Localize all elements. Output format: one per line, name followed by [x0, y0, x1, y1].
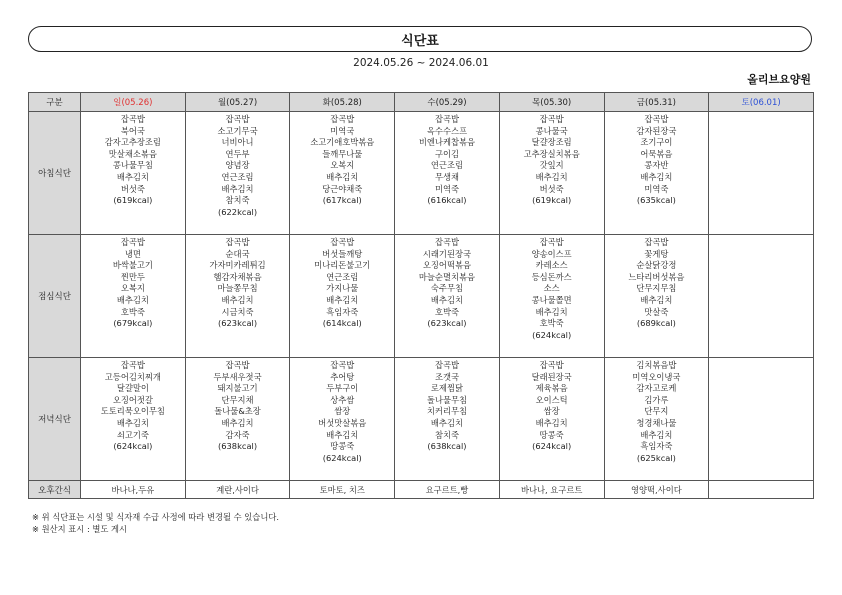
snack-cell: 계란,사이다 — [185, 481, 290, 499]
menu-item: 배추김치 — [116, 417, 149, 428]
menu-item: 바싹불고기 — [112, 260, 153, 271]
menu-item: 잡곡밥 — [434, 237, 459, 247]
meal-cell — [395, 235, 500, 358]
menu-item: 달걀장조림 — [531, 137, 572, 148]
menu-item: 김가루 — [644, 394, 669, 405]
menu-item: 카레소스 — [535, 260, 568, 271]
menu-item: 상추쌈 — [330, 394, 355, 405]
menu-item: 로제찜닭 — [430, 383, 463, 394]
menu-item: 옥수수스프 — [426, 125, 467, 136]
meal-cell — [81, 235, 186, 358]
menu-item: 조기구이 — [640, 137, 673, 148]
menu-item: 소고기애호박볶음 — [310, 137, 375, 148]
menu-item: 어묵볶음 — [640, 148, 673, 159]
menu-item: (689kcal) — [636, 318, 676, 329]
menu-item: 두부구이 — [326, 383, 359, 394]
menu-item: 시래기된장국 — [422, 248, 471, 259]
menu-item: (624kcal) — [113, 441, 153, 452]
page-title: 식단표 — [401, 33, 439, 49]
row-label-lunch: 점심식단 — [29, 235, 81, 358]
menu-item: 순대국 — [225, 248, 250, 259]
menu-item: 배추김치 — [326, 294, 359, 305]
menu-item: 잡곡밥 — [434, 360, 459, 370]
title-banner — [28, 26, 812, 52]
menu-item: 연근조림 — [430, 160, 463, 171]
header-day-sat: 토(06.01) — [709, 93, 814, 112]
menu-item: 너비아니 — [221, 137, 254, 148]
menu-item: 고등어김치찌개 — [104, 371, 161, 382]
menu-item: 버섯맛살볶음 — [318, 417, 367, 428]
menu-item: 소고기무국 — [217, 125, 258, 136]
menu-item: 콩나물무침 — [112, 160, 153, 171]
row-label-dinner: 저녁식단 — [29, 358, 81, 481]
organization-name: 올리브요양원 — [747, 73, 811, 86]
menu-item: 잡곡밥 — [120, 237, 145, 247]
menu-item: (679kcal) — [113, 318, 153, 329]
menu-item: 배추김치 — [430, 294, 463, 305]
menu-item: (625kcal) — [636, 452, 676, 463]
menu-item: 감자고추장조림 — [104, 137, 161, 148]
meal-cell — [81, 112, 186, 235]
header-day-sun: 일(05.26) — [81, 93, 186, 112]
meal-cell — [395, 358, 500, 481]
menu-item: 배추김치 — [116, 294, 149, 305]
menu-item: (635kcal) — [636, 195, 676, 206]
meal-cell — [290, 112, 395, 235]
menu-item: (624kcal) — [532, 329, 572, 340]
menu-item: 땅콩죽 — [330, 441, 355, 452]
meal-cell — [604, 358, 709, 481]
menu-item: 잡곡밥 — [330, 114, 355, 124]
menu-item: 가자미카레튀김 — [209, 260, 266, 271]
menu-item: 돼지불고기 — [217, 383, 258, 394]
menu-item: 잡곡밥 — [644, 114, 669, 124]
menu-item: 배추김치 — [640, 294, 673, 305]
menu-item: 배추김치 — [221, 417, 254, 428]
menu-item: 배추김치 — [535, 171, 568, 182]
menu-item: (623kcal) — [218, 318, 258, 329]
meal-cell — [604, 235, 709, 358]
note-line: ※ 위 식단표는 시설 및 식자재 수급 사정에 따라 변경될 수 있습니다. — [32, 512, 279, 522]
menu-item: 돌나물&초장 — [214, 406, 261, 417]
snack-cell: 영양떡,사이다 — [604, 481, 709, 499]
menu-item: 미역국 — [330, 125, 355, 136]
menu-item: 감자고로케 — [636, 383, 677, 394]
snack-cell: 토마토, 치즈 — [290, 481, 395, 499]
notes — [32, 512, 279, 535]
menu-item: 맛살채소볶음 — [108, 148, 157, 159]
snack-cell: 바나나,두유 — [81, 481, 186, 499]
snack-cell — [709, 481, 814, 499]
menu-item: (616kcal) — [427, 195, 467, 206]
menu-item: 배추김치 — [640, 171, 673, 182]
menu-item: 두부새우젓국 — [213, 371, 262, 382]
menu-item: 오이스틱 — [535, 394, 568, 405]
menu-item: 미역죽 — [434, 183, 459, 194]
menu-item: 배추김치 — [116, 171, 149, 182]
menu-item: 잡곡밥 — [330, 237, 355, 247]
menu-item: 연근조림 — [221, 171, 254, 182]
menu-item: 미역오이냉국 — [632, 371, 681, 382]
menu-item: 느타리버섯볶음 — [628, 271, 685, 282]
menu-item: 콩자반 — [644, 160, 669, 171]
meal-cell — [499, 235, 604, 358]
menu-item: 쇠고기죽 — [116, 429, 149, 440]
meal-cell — [499, 358, 604, 481]
menu-item: 잡곡밥 — [539, 360, 564, 370]
menu-item: 구이김 — [434, 148, 459, 159]
menu-item: 등심돈까스 — [531, 271, 572, 282]
meal-cell — [395, 112, 500, 235]
menu-item: 잡곡밥 — [539, 114, 564, 124]
menu-item: 버섯죽 — [120, 183, 145, 194]
header-day-wed: 수(05.29) — [395, 93, 500, 112]
menu-item: 배추김치 — [326, 429, 359, 440]
menu-item: (619kcal) — [532, 195, 572, 206]
meal-cell — [185, 235, 290, 358]
menu-item: 햄감자채볶음 — [213, 271, 262, 282]
menu-item: (638kcal) — [427, 441, 467, 452]
menu-item: (623kcal) — [427, 318, 467, 329]
menu-item: 참치죽 — [225, 195, 250, 206]
menu-item: (624kcal) — [322, 452, 362, 463]
menu-item: (619kcal) — [113, 195, 153, 206]
menu-item: 오징어떡볶음 — [422, 260, 471, 271]
menu-item: 흑임자죽 — [640, 441, 673, 452]
menu-item: 콩나물쫄면 — [531, 294, 572, 305]
menu-item: 제육볶음 — [535, 383, 568, 394]
menu-item: (617kcal) — [322, 195, 362, 206]
menu-item: 흑임자죽 — [326, 306, 359, 317]
period-range: 2024.05.26 ~ 2024.06.01 — [353, 57, 489, 69]
menu-item: 가지나물 — [326, 283, 359, 294]
menu-item: 맛살죽 — [644, 306, 669, 317]
menu-item: 달래된장국 — [531, 371, 572, 382]
meal-cell — [81, 358, 186, 481]
menu-item: 들깨무나물 — [322, 148, 363, 159]
dinner-row — [29, 358, 814, 481]
menu-item: 돌나물무침 — [426, 394, 467, 405]
header-day-tue: 화(05.28) — [290, 93, 395, 112]
menu-item: 냉면 — [124, 248, 141, 259]
meal-cell — [604, 112, 709, 235]
menu-item: 당근야채죽 — [322, 183, 363, 194]
menu-item: 청경채나물 — [636, 417, 677, 428]
menu-item: 달걀말이 — [116, 383, 149, 394]
menu-item: 잡곡밥 — [434, 114, 459, 124]
menu-item: 갓잎지 — [539, 160, 564, 171]
menu-item: 단무지 — [644, 406, 669, 417]
menu-item: 치커리무침 — [426, 406, 467, 417]
header-day-mon: 월(05.27) — [185, 93, 290, 112]
meal-table — [28, 92, 814, 499]
menu-item: 양념장 — [225, 160, 250, 171]
menu-item: 추어탕 — [330, 371, 355, 382]
menu-item: 잡곡밥 — [225, 114, 250, 124]
menu-item: 마늘순멸치볶음 — [418, 271, 476, 282]
menu-item: 배추김치 — [640, 429, 673, 440]
header-day-fri: 금(05.31) — [604, 93, 709, 112]
meal-cell — [709, 235, 814, 358]
meal-cell — [185, 112, 290, 235]
menu-item: 참치죽 — [434, 429, 459, 440]
menu-item: 숙주무침 — [430, 283, 463, 294]
menu-item: 순살닭강정 — [636, 260, 677, 271]
menu-item: (638kcal) — [218, 441, 258, 452]
menu-item: 소스 — [543, 283, 560, 294]
header-day-thu: 목(05.30) — [499, 93, 604, 112]
breakfast-row — [29, 112, 814, 235]
menu-item: 쌈장 — [543, 406, 560, 417]
menu-item: 비엔나케찹볶음 — [418, 137, 476, 148]
row-label-breakfast: 아침식단 — [29, 112, 81, 235]
menu-item: 시금치죽 — [221, 306, 254, 317]
menu-item: 잡곡밥 — [330, 360, 355, 370]
snack-row — [29, 481, 814, 499]
menu-item: 호박죽 — [434, 306, 459, 317]
header-row — [29, 93, 814, 112]
snack-cell: 요구르트,빵 — [395, 481, 500, 499]
meal-cell — [290, 358, 395, 481]
note-line: ※ 원산지 표시 : 별도 게시 — [32, 523, 128, 534]
menu-item: 고추장실치볶음 — [523, 148, 580, 159]
menu-item: 잡곡밥 — [225, 237, 250, 247]
row-label-snack: 오후간식 — [29, 481, 81, 499]
meal-cell — [709, 112, 814, 235]
menu-item: 쌈장 — [334, 406, 351, 417]
menu-item: 배추김치 — [535, 306, 568, 317]
meal-cell — [185, 358, 290, 481]
menu-item: 땅콩죽 — [539, 429, 564, 440]
meal-cell — [499, 112, 604, 235]
menu-item: 잡곡밥 — [120, 114, 145, 124]
menu-item: 호박죽 — [120, 306, 145, 317]
menu-item: 잡곡밥 — [539, 237, 564, 247]
menu-item: 단무지채 — [221, 394, 254, 405]
menu-item: 꽃게탕 — [644, 248, 669, 259]
menu-item: 단무지무침 — [636, 283, 677, 294]
menu-item: 연근조림 — [326, 271, 359, 282]
menu-item: 김치볶음밥 — [636, 360, 677, 370]
meal-cell — [709, 358, 814, 481]
menu-item: 찐만두 — [120, 271, 145, 282]
menu-item: 오복지 — [330, 160, 355, 171]
menu-item: 미역죽 — [644, 183, 669, 194]
menu-item: 호박죽 — [539, 318, 564, 329]
menu-item: (624kcal) — [532, 441, 572, 452]
menu-item: 배추김치 — [430, 417, 463, 428]
menu-item: 양송이스프 — [531, 248, 572, 259]
menu-item: 미나리돈불고기 — [314, 260, 371, 271]
menu-item: (622kcal) — [218, 206, 258, 217]
menu-item: 잡곡밥 — [120, 360, 145, 370]
menu-item: 도토리묵오이무침 — [100, 406, 165, 417]
menu-item: 연두부 — [225, 148, 250, 159]
menu-item: (614kcal) — [322, 318, 362, 329]
snack-cell: 바나나, 요구르트 — [499, 481, 604, 499]
menu-item: 버섯들깨탕 — [322, 248, 363, 259]
menu-item: 잡곡밥 — [644, 237, 669, 247]
menu-item: 조갯국 — [434, 371, 459, 382]
menu-item: 마늘쫑무침 — [217, 283, 258, 294]
menu-item: 감자된장국 — [636, 125, 677, 136]
header-category: 구분 — [29, 93, 81, 112]
menu-item: 무생채 — [434, 171, 459, 182]
menu-item: 버섯죽 — [539, 183, 564, 194]
menu-item: 배추김치 — [535, 417, 568, 428]
menu-item: 잡곡밥 — [225, 360, 250, 370]
lunch-row — [29, 235, 814, 358]
menu-item: 감자죽 — [225, 429, 250, 440]
menu-item: 배추김치 — [221, 294, 254, 305]
menu-item: 배추김치 — [326, 171, 359, 182]
menu-item: 오징어젓갈 — [112, 394, 153, 405]
menu-item: 북어국 — [120, 125, 145, 136]
menu-item: 오복지 — [120, 283, 145, 294]
menu-item: 콩나물국 — [535, 125, 568, 136]
meal-cell — [290, 235, 395, 358]
menu-item: 배추김치 — [221, 183, 254, 194]
